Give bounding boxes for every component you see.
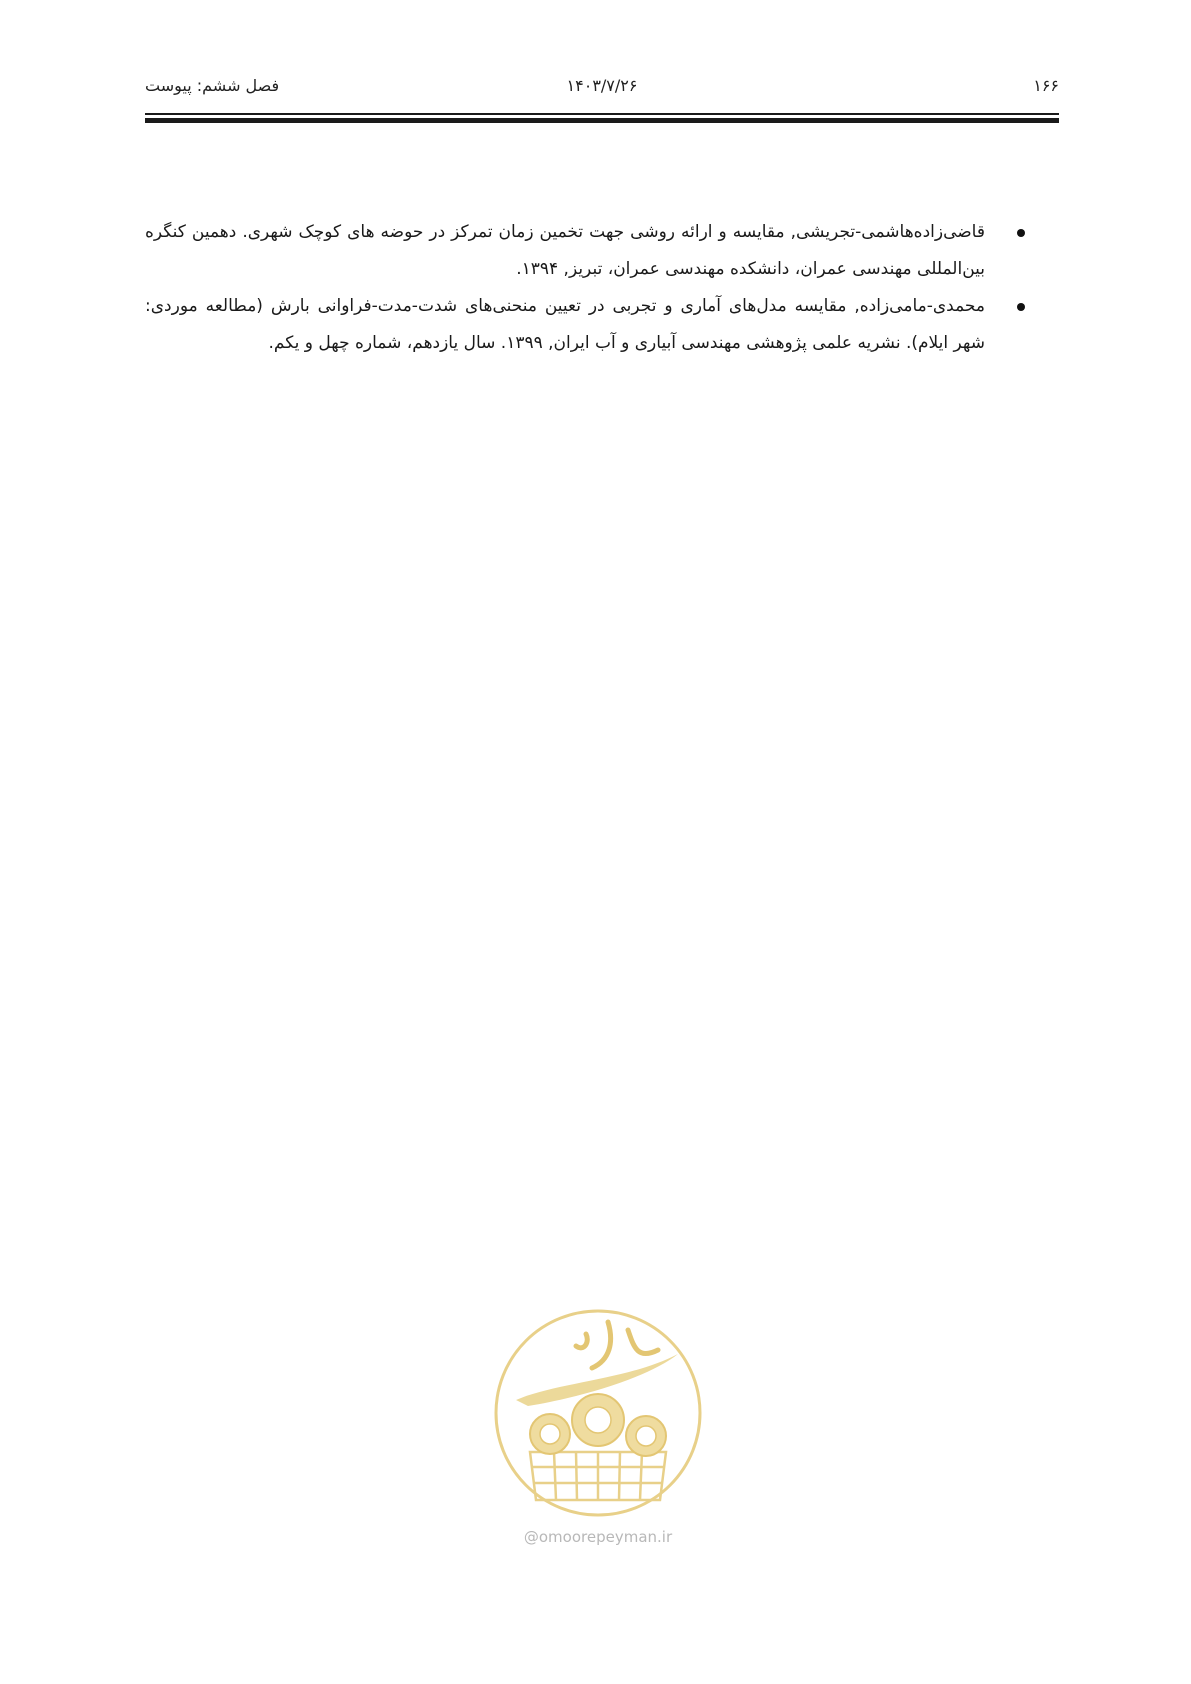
bullet-icon xyxy=(1017,303,1025,311)
chapter-title: فصل ششم: پیوست xyxy=(145,76,280,95)
watermark-logo xyxy=(488,1302,708,1550)
reference-item xyxy=(145,214,985,288)
header-rule-thick xyxy=(145,118,1059,123)
reference-text: محمدی-مامی‌زاده, مقایسه مدل‌های آماری و تجربی در تعیین منحنی‌های شدت-مدت-فراوانی بارش (مطالعه موردی: شهر ایلام). نشریه علمی پژوهشی مهندسی آبیاری و آب ایران, ۱۳۹۹. سال یازدهم، شماره چهل و یکم. xyxy=(145,296,985,353)
omoorepeyman-logo-icon xyxy=(488,1302,708,1524)
bullet-icon xyxy=(1017,229,1025,237)
header-rule-thin xyxy=(145,113,1059,115)
reference-list xyxy=(145,214,985,362)
watermark-caption: @omoorepeyman.ir xyxy=(523,1528,673,1546)
reference-text: قاضی‌زاده‌هاشمی-تجریشی, مقایسه و ارائه روشی جهت تخمین زمان تمرکز در حوضه های کوچک شهری. دهمین کنگره بین‌المللی مهندسی عمران، دانشکده مهندسی عمران، تبریز, ۱۳۹۴. xyxy=(145,222,985,279)
reference-item xyxy=(145,288,985,362)
page-header xyxy=(145,76,1059,110)
page-number: ۱۶۶ xyxy=(1033,76,1059,95)
header-date: ۱۴۰۳/۷/۲۶ xyxy=(566,76,638,95)
